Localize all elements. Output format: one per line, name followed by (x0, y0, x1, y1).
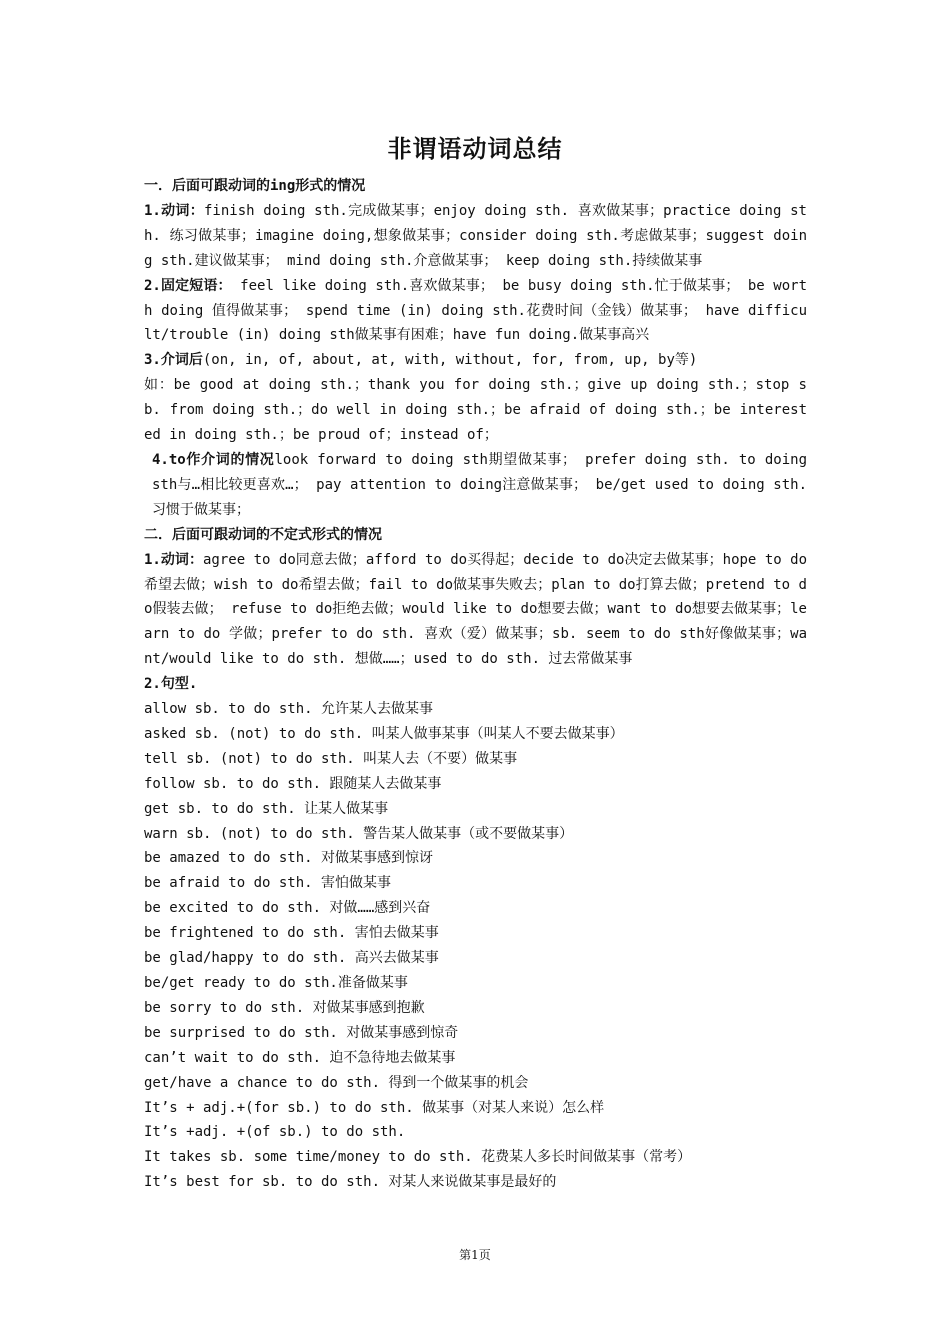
document-body (144, 174, 807, 1195)
pattern-line: be excited to do sth. 对做……感到兴奋 (144, 900, 431, 917)
paragraph-to-preposition (144, 448, 807, 523)
paragraph-label: 2.固定短语： (144, 277, 232, 294)
paragraph-verbs-ing (144, 199, 807, 274)
paragraph-text: look forward to doing sth期望做某事； prefer doing sth. to doing sth与…相比较更喜欢…； pay attention to doing注意做某事； be/get used to doing sth.习惯于做某事； (152, 451, 807, 518)
page-number: 第1页 (459, 1248, 491, 1262)
paragraph-label: 4.to作介词的情况 (152, 451, 275, 468)
pattern-line: get sb. to do sth. 让某人做某事 (144, 800, 389, 817)
paragraph-text: feel like doing sth.喜欢做某事； be busy doing sth.忙于做某事； be worth doing 值得做某事； spend time (in) doing sth.花费时间（金钱）做某事； have difficult/trouble (in) doing sth做某事有困难；have fun doing.做某事高兴 (144, 277, 808, 344)
pattern-line: allow sb. to do sth. 允许某人去做某事 (144, 701, 434, 718)
paragraph-label: 1.动词： (144, 551, 203, 568)
pattern-line: It’s + adj.+(for sb.) to do sth. 做某事（对某人来说）怎么样 (144, 1099, 605, 1116)
pattern-line: be amazed to do sth. 对做某事感到惊讶 (144, 850, 434, 867)
paragraph-after-prepositions (144, 348, 807, 373)
pattern-line: be frightened to do sth. 害怕去做某事 (144, 925, 439, 942)
section-heading-2: 二．后面可跟动词的不定式形式的情况 (144, 526, 382, 543)
pattern-line: warn sb. (not) to do sth. 警告某人做某事（或不要做某事） (144, 825, 574, 842)
pattern-line: be sorry to do sth. 对做某事感到抱歉 (144, 999, 425, 1016)
paragraph-text: finish doing sth.完成做某事；enjoy doing sth. 喜欢做某事；practice doing sth. 练习做某事；imagine doing,想象做某事；consider doing sth.考虑做某事；suggest doing sth.建议做某事； mind doing sth.介意做某事； keep doing sth.持续做某事 (144, 202, 807, 269)
pattern-line: It’s +adj. +(of sb.) to do sth. (144, 1124, 406, 1141)
pattern-line: be afraid to do sth. 害怕做某事 (144, 875, 392, 892)
pattern-line: It’s best for sb. to do sth. 对某人来说做某事是最好的 (144, 1174, 557, 1191)
pattern-line: asked sb. (not) to do sth. 叫某人做事某事（叫某人不要去做某事） (144, 725, 624, 742)
paragraph-verbs-infinitive (144, 548, 807, 673)
pattern-line: follow sb. to do sth. 跟随某人去做某事 (144, 775, 442, 792)
paragraph-text: agree to do同意去做；afford to do买得起；decide to do决定去做某事；hope to do希望去做；wish to do希望去做；fail to do做某事失败去；plan to do打算去做；pretend to do假装去做； refuse to do拒绝去做；would like to do想要去做；want to do想要去做某事；learn to do 学做；prefer to do sth. 喜欢（爱）做某事；sb. seem to do sth好像做某事；want/would like to do sth. 想做……；used to do sth. 过去常做某事 (144, 551, 807, 668)
pattern-line: get/have a chance to do sth. 得到一个做某事的机会 (144, 1074, 529, 1091)
paragraph-fixed-phrases (144, 274, 807, 349)
pattern-line: It takes sb. some time/money to do sth. 花费某人多长时间做某事（常考） (144, 1149, 692, 1166)
pattern-line: be surprised to do sth. 对做某事感到惊奇 (144, 1024, 459, 1041)
sentence-patterns-heading: 2.句型. (144, 676, 198, 693)
paragraph-text: (on, in, of, about, at, with, without, for, from, up, by等) (202, 352, 698, 369)
pattern-line: be/get ready to do sth.准备做某事 (144, 975, 408, 991)
pattern-line: tell sb. (not) to do sth. 叫某人去（不要）做某事 (144, 750, 518, 767)
paragraph-examples: 如：be good at doing sth.；thank you for doing sth.；give up doing sth.；stop sb. from doing sth.；do well in doing sth.；be afraid of doing sth.；be interested in doing sth.；be proud of；instead of； (144, 377, 807, 444)
paragraph-label: 1.动词： (144, 202, 204, 219)
section-heading-1: 一．后面可跟动词的ing形式的情况 (144, 178, 366, 194)
pattern-line: can’t wait to do sth. 迫不急待地去做某事 (144, 1049, 456, 1066)
paragraph-label: 3.介词后 (144, 352, 203, 369)
page-title: 非谓语动词总结 (387, 134, 563, 163)
pattern-line: be glad/happy to do sth. 高兴去做某事 (144, 950, 439, 967)
